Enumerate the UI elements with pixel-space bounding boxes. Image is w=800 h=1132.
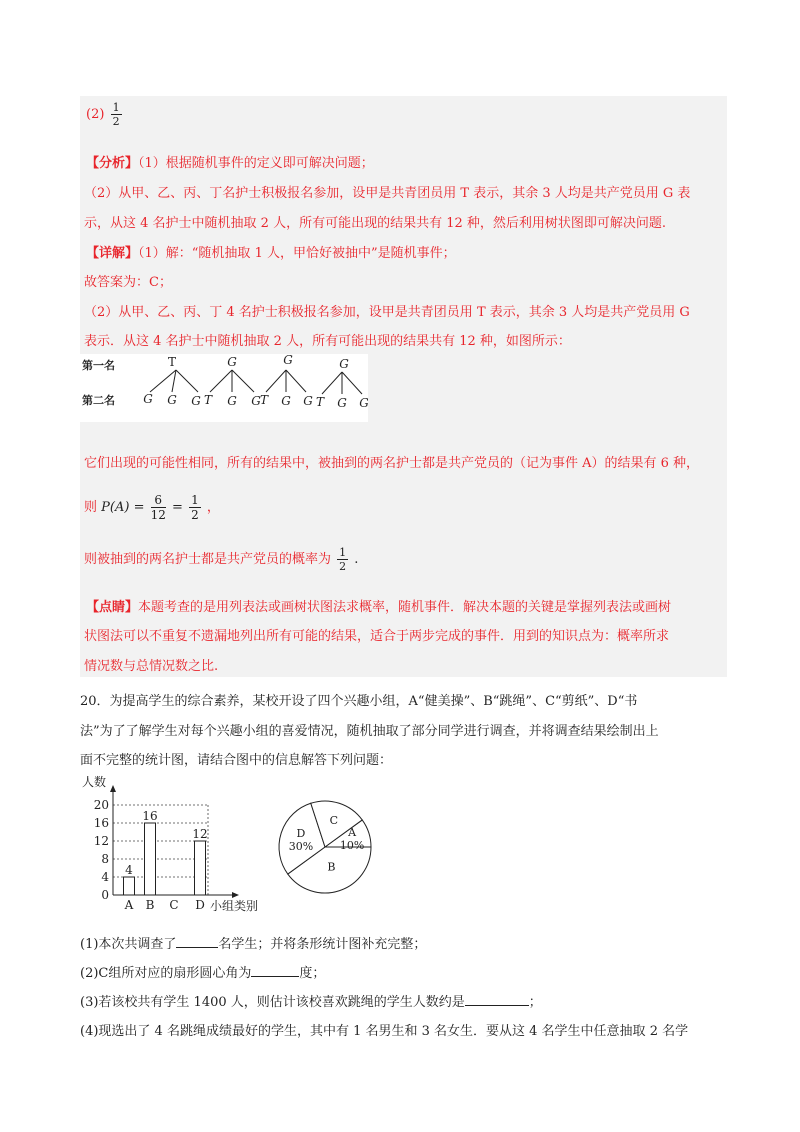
q20-sub3: (3)若该校共有学生 1400 人，则估计该校喜欢跳绳的学生人数约是 ； [80, 995, 542, 1010]
q20-line-2: 法”为了了解学生对每个兴趣小组的喜爱情况，随机抽取了部分同学进行调查，并将调查结果绘制出上 [80, 724, 659, 739]
formula-eq: = [172, 500, 183, 515]
tree-leaf: G [251, 394, 261, 408]
formula-frac2-den: 2 [191, 508, 199, 522]
tree-root: T [167, 355, 177, 369]
bar-chart-xlabel: 小组类别 [210, 899, 259, 912]
tree-leaf: T [203, 393, 213, 407]
tree-leaf: T [315, 395, 325, 409]
tree-leaf: G [191, 394, 201, 408]
x-tick-label: A [124, 898, 134, 912]
answer-frac-den: 2 [112, 115, 120, 128]
prob-frac-num: 1 [339, 546, 347, 559]
formula-frac1-den: 12 [150, 508, 166, 522]
tree-branch [286, 370, 306, 392]
y-tick-label: 0 [101, 888, 109, 902]
detail-line-2: 故答案为：C； [84, 275, 172, 290]
tree-branch [322, 372, 342, 394]
equal-possibility-line: 它们出现的可能性相同，所有的结果中，被抽到的两名护士都是共产党员的（记为事件 A）的结果有 6 种， [84, 456, 700, 471]
y-tick-label: 16 [93, 816, 109, 830]
formula-lhs: P(A) = [101, 500, 145, 515]
detail-line-3: （2）从甲、乙、丙、丁 4 名护士积极报名参加，设甲是共青团员用 T 表示，其余 3 人均是共产党员用 G [84, 305, 690, 320]
bar-value-label: 16 [142, 809, 158, 823]
probability-line: 则被抽到的两名护士都是共产党员的概率为 $\frac{1}{2}$ . [84, 546, 359, 573]
y-tick-label: 20 [93, 798, 109, 812]
comment-line-1: 【点睛】本题考查的是用列表法或画树状图法求概率，随机事件．解决本题的关键是掌握列表法或画树 [86, 600, 672, 615]
tree-leaf: G [227, 394, 237, 408]
pie-percent-label: 10% [339, 839, 365, 853]
tree-diagram-svg [80, 354, 368, 422]
formula-frac2-num: 1 [191, 493, 199, 507]
bar-chart-ylabel: 人数 [82, 775, 107, 789]
q20-sub2: (2)C组所对应的扇形圆心角为 度； [80, 966, 326, 981]
analysis-line-1: 【分析】（1）根据随机事件的定义即可解决问题； [86, 156, 374, 171]
tree-root: G [283, 354, 293, 367]
x-axis-arrow [232, 892, 239, 898]
tree-branch [210, 370, 232, 392]
q20-line-1: 20．为提高学生的综合素养，某校开设了四个兴趣小组，A“健美操”、B“跳绳”、C“剪纸”、D“书 [80, 694, 638, 709]
tree-root: G [339, 357, 349, 371]
tree-leaf: T [259, 393, 269, 407]
tree-leaf: G [143, 392, 153, 406]
tree-leaf: G [281, 394, 291, 408]
tree-row1-label: 第一名 [82, 360, 115, 372]
pie-slice-label: B [327, 860, 336, 874]
y-tick-label: 12 [93, 834, 109, 848]
detail-line-1: 【详解】（1）解：“随机抽取 1 人，甲恰好被抽中”是随机事件； [86, 246, 456, 261]
pie-chart [270, 792, 380, 902]
bar [124, 877, 135, 895]
bar [145, 823, 156, 895]
detail-line-4: 表示．从这 4 名护士中随机抽取 2 人，所有可能出现的结果共有 12 种，如图所示： [84, 334, 571, 349]
bar [195, 841, 206, 895]
comment-line-2: 状图法可以不重复不遗漏地列出所有可能的结果，适合于两步完成的事件．用到的知识点为：概率所求 [84, 629, 670, 644]
answer-part2: (2) $\frac{1}{2}$ [86, 101, 120, 128]
tree-branch [342, 372, 362, 394]
answer-frac-num: 1 [112, 101, 120, 114]
y-axis-arrow [110, 785, 116, 792]
x-tick-label: B [145, 898, 155, 912]
tree-branch [176, 370, 198, 392]
x-tick-label: C [169, 898, 179, 912]
bar-value-label: 4 [125, 863, 133, 877]
q20-sub1: (1)本次共调查了 名学生；并将条形统计图补充完整； [80, 937, 427, 952]
bar-value-label: 12 [192, 827, 208, 841]
prob-frac-den: 2 [339, 560, 347, 573]
comment-line-3: 情况数与总情况数之比. [84, 659, 219, 674]
answer-blank[interactable] [251, 964, 299, 977]
tree-row2-label: 第二名 [82, 395, 115, 407]
x-tick-label: D [195, 898, 205, 912]
tree-leaf: G [359, 396, 368, 410]
bar-chart [80, 772, 280, 912]
tree-diagram [80, 354, 368, 422]
answer-blank[interactable] [465, 993, 529, 1006]
tree-root: G [227, 355, 237, 369]
formula-line: 则 P(A) = $\frac{6}{12}$ = $\frac{1}{2}$ ， [84, 493, 220, 522]
pie-slice-label: A [348, 826, 357, 840]
q20-sub4: (4)现选出了 4 名跳绳成绩最好的学生，其中有 1 名男生和 3 名女生．要从这 4 名学生中任意抽取 2 名学 [80, 1024, 689, 1039]
answer-blank[interactable] [176, 935, 218, 948]
formula-frac1-num: 6 [151, 494, 166, 508]
y-tick-label: 4 [101, 870, 109, 884]
q20-line-3: 面不完整的统计图，请结合图中的信息解答下列问题： [80, 753, 393, 768]
pie-percent-label: 30% [288, 840, 314, 854]
analysis-line-2: （2）从甲、乙、丙、丁名护士积极报名参加，设甲是共青团员用 T 表示，其余 3 人均是共产党员用 G 表 [84, 186, 691, 201]
pie-slice-label: C [329, 813, 339, 827]
pie-slice-label: D [296, 827, 306, 841]
tree-branch [266, 370, 286, 392]
tree-leaf: G [337, 396, 347, 410]
tree-branch [232, 370, 254, 392]
y-tick-label: 8 [101, 852, 109, 866]
tree-leaf: G [167, 393, 177, 407]
tree-leaf: G [303, 394, 313, 408]
analysis-line-3: 示，从这 4 名护士中随机抽取 2 人，所有可能出现的结果共有 12 种，然后利用树状图即可解决问题. [84, 216, 667, 231]
